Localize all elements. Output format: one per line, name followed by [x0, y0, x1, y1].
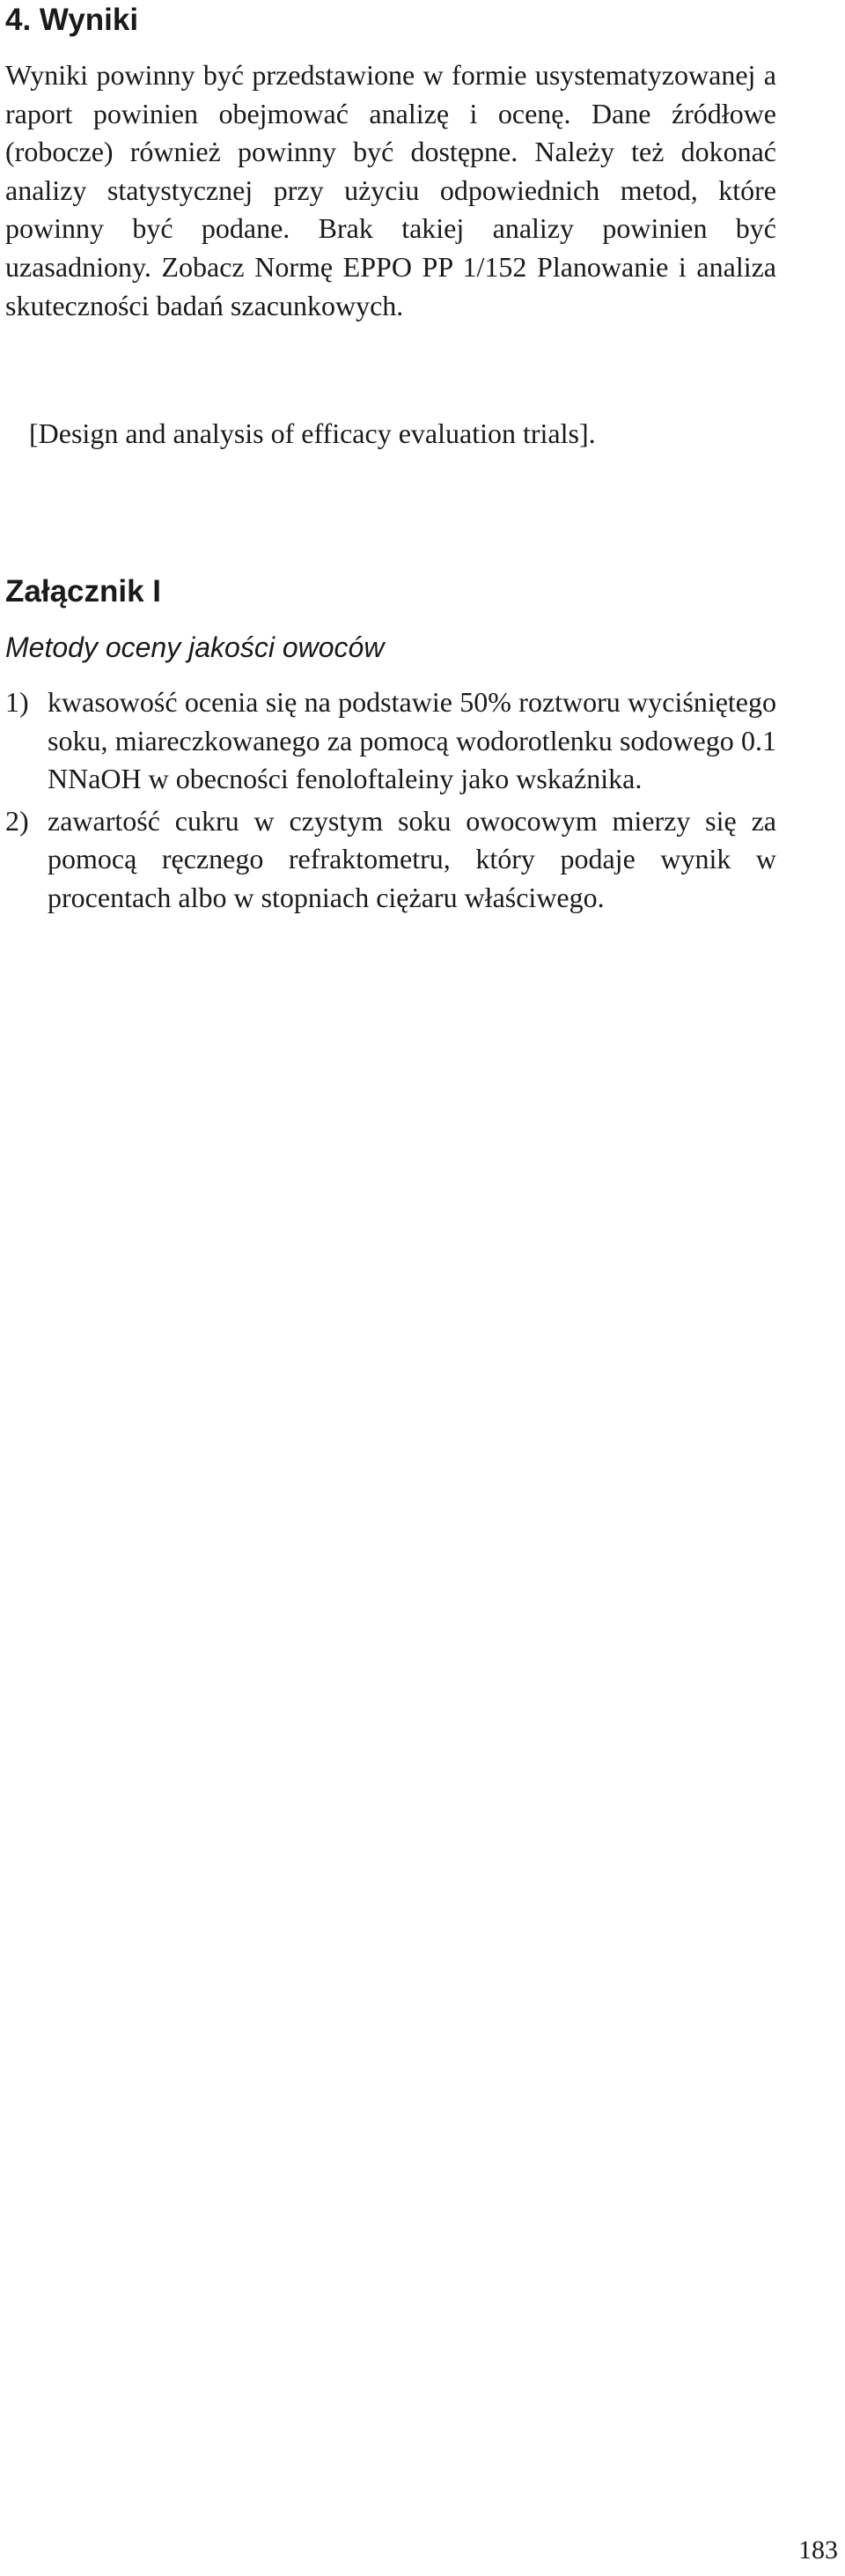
- annex-title: Załącznik I: [5, 574, 162, 609]
- list-item-number: 1): [5, 686, 29, 718]
- section-heading-results: 4. Wyniki: [5, 3, 139, 37]
- results-paragraph: Wyniki powinny być przedstawione w formie usystematyzowanej a raport powinien obejmować analizę i ocenę. Dane źródłowe (robocze) również powinny być dostępne. Należy też dokonać analizy statystycznej przy użyciu odpowiednich metod, które powinny być podane. Brak takiej analizy powinien być uzasadniony. Zobacz Normę EPPO PP 1/152 Planowanie i analiza skuteczności badań szacunkowych.: [5, 59, 776, 321]
- annex-subtitle: Metody oceny jakości owoców: [5, 631, 385, 663]
- methods-list: [5, 683, 776, 921]
- list-item-number: 2): [5, 804, 29, 837]
- list-item-acidity: [5, 683, 776, 799]
- reference-title-english: [Design and analysis of efficacy evaluation trials].: [29, 417, 596, 449]
- list-item-text: zawartość cukru w czystym soku owocowym mierzy się za pomocą ręcznego refraktometru, który podaje wynik w procentach albo w stopniach ciężaru właściwego.: [48, 804, 776, 913]
- page-number: 183: [798, 2535, 838, 2565]
- list-item-text: kwasowość ocenia się na podstawie 50% roztworu wyciśniętego soku, miareczkowanego za pomocą wodorotlenku sodowego 0.1 NNaOH w obecności fenoloftaleiny jako wskaźnika.: [48, 686, 776, 795]
- list-item-sugar-content: [5, 802, 776, 918]
